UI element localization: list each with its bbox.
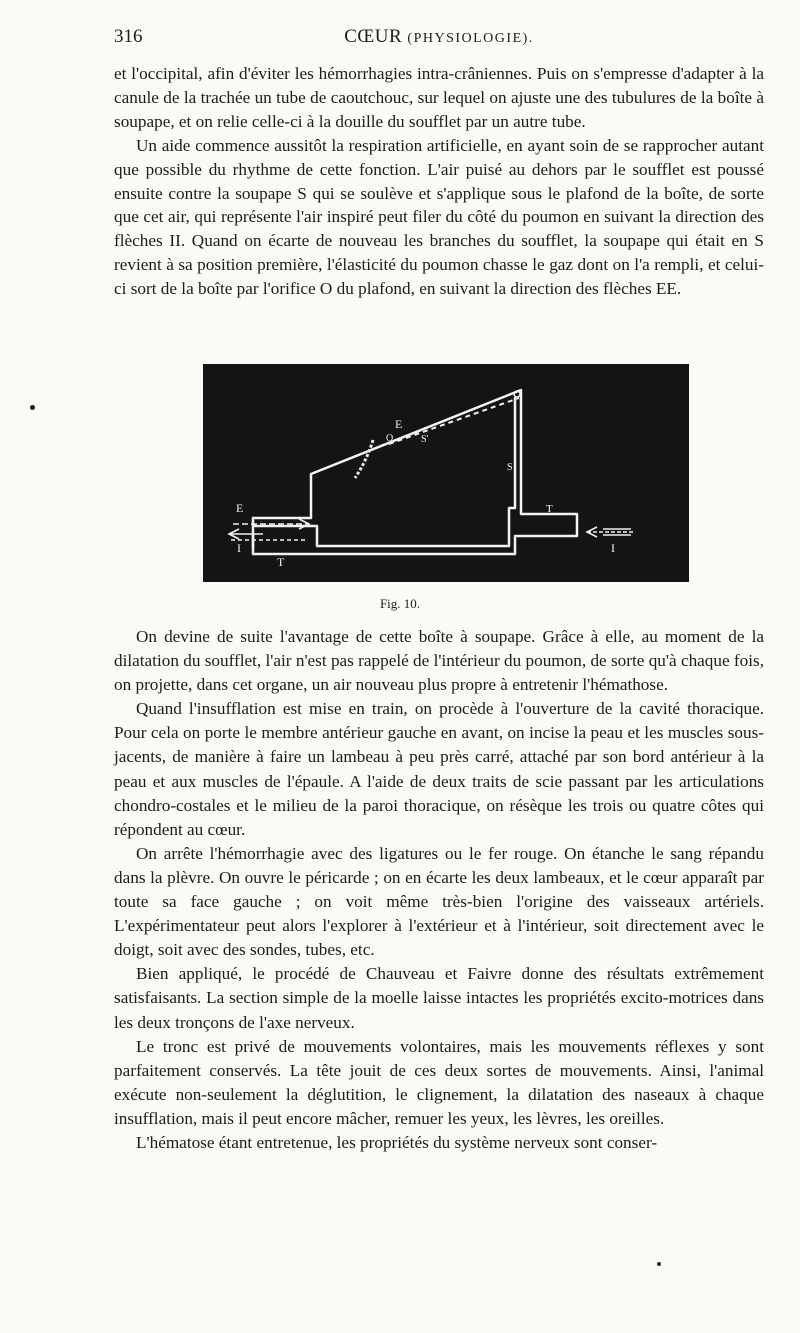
- text-block-bottom: [114, 625, 764, 1155]
- label-O: O: [386, 433, 394, 444]
- paragraph: L'hématose étant entretenue, les propriétés du système nerveux sont conser-: [136, 1132, 658, 1152]
- label-S-prime: S': [421, 434, 429, 445]
- paragraph: et l'occipital, afin d'éviter les hémorrhagies intra-crâniennes. Puis on s'empresse d'adapter à la canule de la trachée un tube de caoutchouc, sur lequel on ajuste une des tubulures de la boîte à soupape, et on relie celle-ci à la douille du soufflet par un autre tube.: [114, 64, 764, 131]
- figure-caption: Fig. 10.: [379, 596, 421, 611]
- running-title: [114, 26, 764, 48]
- running-title-main: CŒUR: [344, 26, 403, 47]
- page-number: 316: [114, 26, 143, 47]
- paragraph: Bien appliqué, le procédé de Chauveau et Faivre donne des résultats extrêmement satisfaisants. La section simple de la moelle laisse intactes les propriétés excito-motrices dans les deux tronçons de l'axe nerveux.: [114, 964, 764, 1032]
- running-title-subtitle: (PHYSIOLOGIE).: [407, 31, 534, 46]
- valve-box-diagram: [203, 364, 689, 582]
- box-outline: [253, 390, 577, 554]
- text-block-top: [114, 62, 764, 301]
- ink-speck: [657, 1262, 661, 1266]
- label-S: S: [507, 462, 513, 473]
- paragraph: Un aide commence aussitôt la respiration artificielle, en ayant soin de se rapprocher autant que possible du rhythme de cette fonction. L'air puisé au dehors par le soufflet est poussé ensuite contre la soupape S qui se soulève et s'applique sous le plafond de la boîte, de sorte que cet air, qui représente l'air inspiré peut filer du côté du poumon en suivant la direction des flèches II. Quand on écarte de nouveau les branches du soufflet, la soupape qui était en S revient à sa position première, l'élasticité du poumon chasse le gaz dont on l'a rempli, et celui-ci sort de la boîte par l'orifice O du plafond, en suivant la direction des flèches EE.: [114, 135, 764, 299]
- valve-box-figure: [203, 364, 689, 582]
- label-T-left: T: [277, 555, 285, 569]
- paragraph: Le tronc est privé de mouvements volontaires, mais les mouvements réflexes y sont parfaitement conservés. La tête jouit de ces deux sortes de mouvements. Ainsi, l'animal exécute non-seulement la déglutition, le clignement, la dilatation des naseaux à chaque insufflation, mais il peut encore mâcher, remuer les yeux, les lèvres, les oreilles.: [114, 1036, 764, 1128]
- label-I-left: I: [237, 541, 241, 555]
- label-E-left: E: [236, 501, 244, 515]
- paragraph: Quand l'insufflation est mise en train, on procède à l'ouverture de la cavité thoracique. Pour cela on porte le membre antérieur gauche en avant, on incise la peau et les muscles sous-jacents, de manière à faire un lambeau à peu près carré, attaché par son bord antérieur à la peau et aux muscles de l'épaule. A l'aide de deux traits de scie passant par les articulations chondro-costales et le milieu de la paroi thoracique, on résèque les trois ou quatre côtes qui répondent au cœur.: [114, 699, 764, 839]
- label-E-top: E: [395, 417, 403, 431]
- arrows-left: [229, 519, 309, 540]
- valve-position-dashed: [389, 398, 519, 444]
- paragraph: On devine de suite l'avantage de cette boîte à soupape. Grâce à elle, au moment de la dilatation du soufflet, l'air n'est pas rappelé de l'intérieur du poumon, de sorte qu'à chaque fois, on projette, dans cet organe, un air nouveau plus propre à entretenir l'hémathose.: [114, 627, 764, 695]
- page-header: [114, 26, 764, 50]
- paragraph: On arrête l'hémorrhagie avec des ligatures ou le fer rouge. On étanche le sang répandu dans la plèvre. On ouvre le péricarde ; on en écarte les deux lambeaux, et le cœur apparaît par toute sa face gauche ; on voit même très-bien l'origine des vaisseaux artériels. L'expérimentateur peut alors l'explorer à l'extérieur et à l'intérieur, soit directement avec le doigt, soit avec des sondes, tubes, etc.: [114, 843, 764, 960]
- ink-speck: [30, 405, 35, 410]
- valve-flap: [355, 440, 373, 478]
- arrow-right: [587, 527, 633, 537]
- label-T-right: T: [546, 503, 553, 515]
- label-I-right: I: [611, 541, 615, 555]
